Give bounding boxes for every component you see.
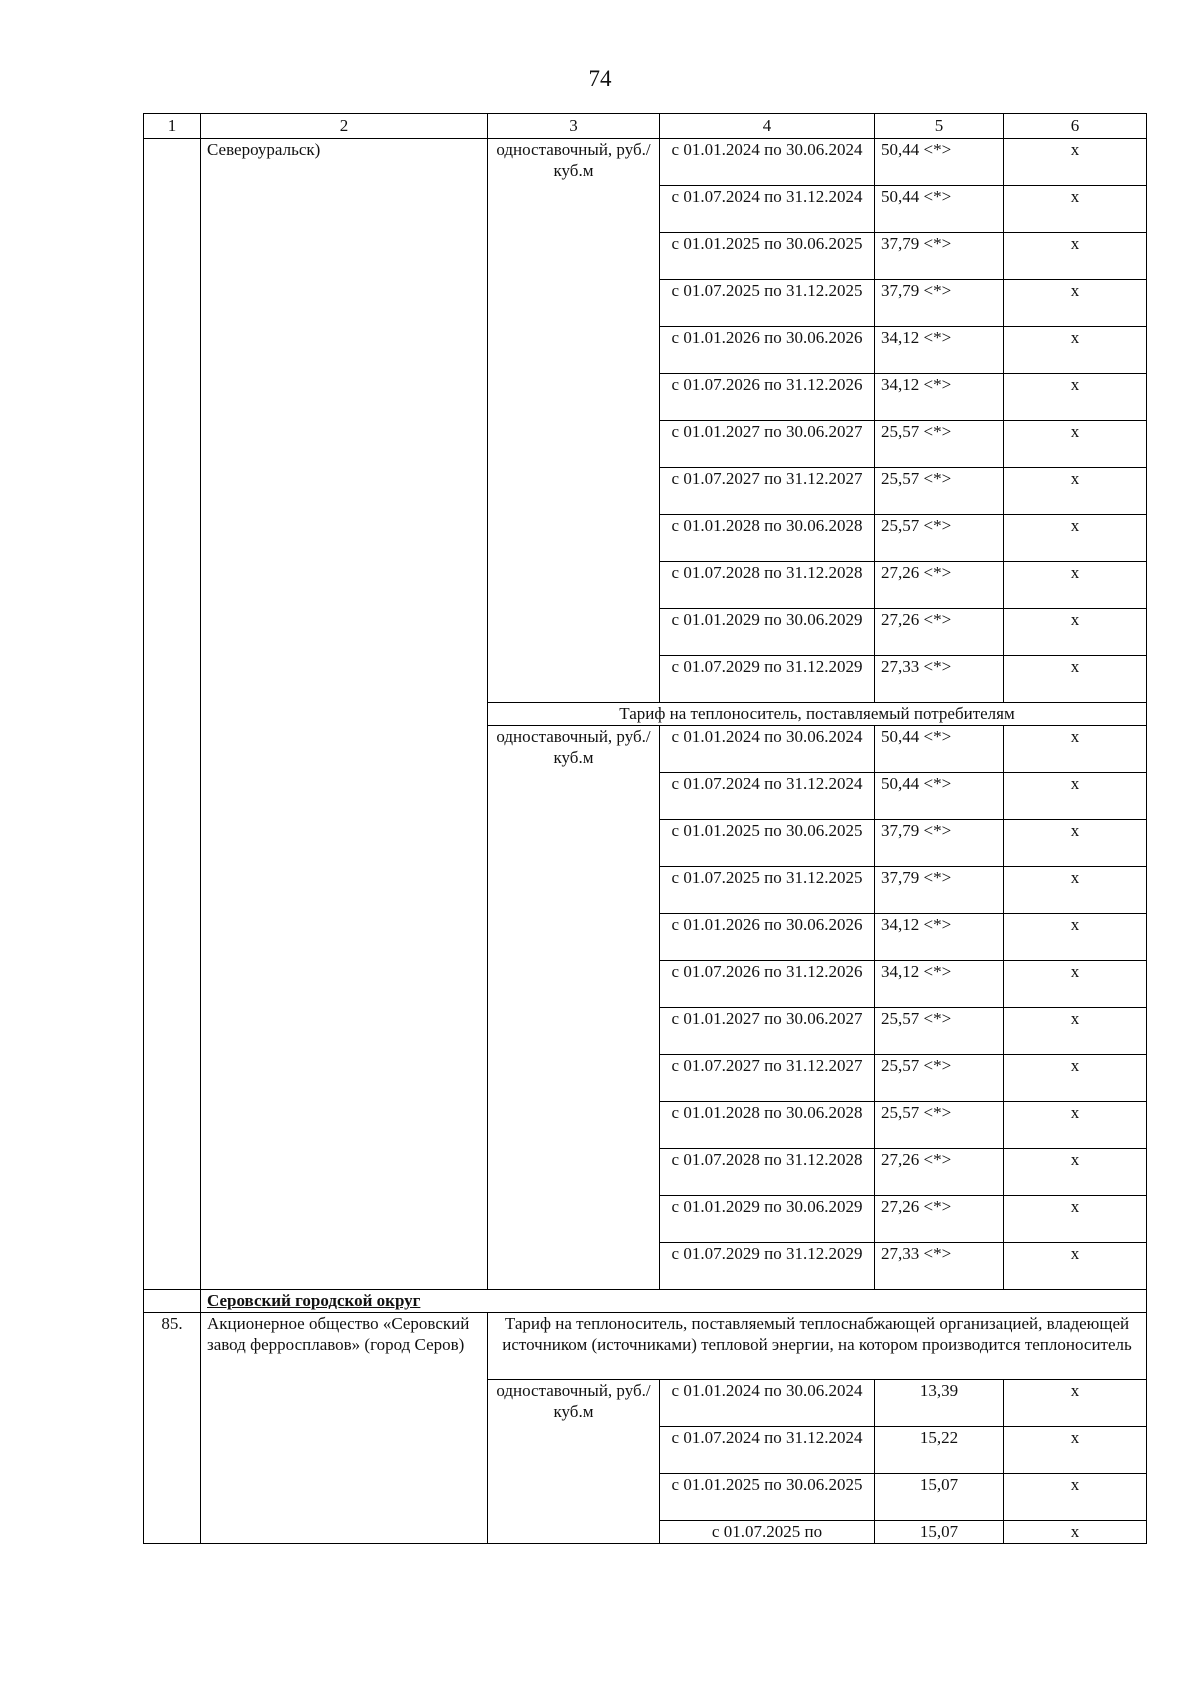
period-cell: с 01.07.2028 по 31.12.2028 (660, 1149, 875, 1196)
section-cell (201, 1290, 1147, 1313)
period-cell: с 01.01.2024 по 30.06.2024 (660, 726, 875, 773)
vat-mark-cell: х (1004, 186, 1147, 233)
tariff-value-cell: 27,26 <*> (875, 1149, 1004, 1196)
rate-type-cell: одноставочный, руб./куб.м (488, 139, 660, 703)
tariff-value-cell: 25,57 <*> (875, 1008, 1004, 1055)
vat-mark-cell: х (1004, 1102, 1147, 1149)
column-number: 5 (875, 114, 1004, 139)
vat-mark-cell: х (1004, 1243, 1147, 1290)
vat-mark-cell: х (1004, 820, 1147, 867)
tariff-value-cell: 50,44 <*> (875, 726, 1004, 773)
number-cell (144, 139, 201, 1290)
rate-type-cell: одноставочный, руб./куб.м (488, 726, 660, 1290)
period-cell: с 01.07.2029 по 31.12.2029 (660, 1243, 875, 1290)
tariff-value-cell: 50,44 <*> (875, 139, 1004, 186)
vat-mark-cell: х (1004, 1474, 1147, 1521)
column-number: 4 (660, 114, 875, 139)
vat-mark-cell: х (1004, 914, 1147, 961)
vat-mark-cell: х (1004, 1008, 1147, 1055)
period-cell: с 01.01.2024 по 30.06.2024 (660, 1380, 875, 1427)
period-cell: с 01.07.2024 по 31.12.2024 (660, 1427, 875, 1474)
tariff-value-cell: 50,44 <*> (875, 186, 1004, 233)
vat-mark-cell: х (1004, 961, 1147, 1008)
vat-mark-cell: х (1004, 468, 1147, 515)
column-number: 1 (144, 114, 201, 139)
vat-mark-cell: х (1004, 233, 1147, 280)
vat-mark-cell: х (1004, 609, 1147, 656)
period-cell: с 01.07.2025 по 31.12.2025 (660, 867, 875, 914)
period-cell: с 01.07.2026 по 31.12.2026 (660, 961, 875, 1008)
period-cell: с 01.01.2029 по 30.06.2029 (660, 609, 875, 656)
tariff-value-cell: 27,26 <*> (875, 609, 1004, 656)
period-cell: с 01.01.2024 по 30.06.2024 (660, 139, 875, 186)
rate-type-cell: одноставочный, руб./куб.м (488, 1380, 660, 1544)
vat-mark-cell: х (1004, 1380, 1147, 1427)
tariff-title-row (144, 1313, 1147, 1380)
period-cell: с 01.07.2025 по (660, 1521, 875, 1544)
vat-mark-cell: х (1004, 327, 1147, 374)
vat-mark-cell: х (1004, 139, 1147, 186)
period-cell: с 01.01.2026 по 30.06.2026 (660, 327, 875, 374)
tariff-value-cell: 34,12 <*> (875, 374, 1004, 421)
vat-mark-cell: х (1004, 1055, 1147, 1102)
tariff-title: Тариф на теплоноситель, поставляемый теплоснабжающей организацией, владеющей источником (источниками) тепловой энергии, на котором производится теплоноситель (488, 1313, 1147, 1380)
vat-mark-cell: х (1004, 1521, 1147, 1544)
vat-mark-cell: х (1004, 280, 1147, 327)
vat-mark-cell: х (1004, 1196, 1147, 1243)
column-number: 3 (488, 114, 660, 139)
tariff-value-cell: 27,26 <*> (875, 1196, 1004, 1243)
page-number: 74 (588, 66, 612, 91)
period-cell: с 01.01.2025 по 30.06.2025 (660, 820, 875, 867)
organization-cell: Акционерное общество «Серовский завод ферросплавов» (город Серов) (201, 1313, 488, 1544)
tariff-value-cell: 27,26 <*> (875, 562, 1004, 609)
tariff-value-cell: 37,79 <*> (875, 867, 1004, 914)
tariff-value-cell: 37,79 <*> (875, 820, 1004, 867)
tariff-value-cell: 15,07 (875, 1521, 1004, 1544)
section-title: Серовский городской округ (207, 1291, 421, 1310)
tariff-value-cell: 27,33 <*> (875, 656, 1004, 703)
period-cell: с 01.07.2029 по 31.12.2029 (660, 656, 875, 703)
tariff-value-cell: 50,44 <*> (875, 773, 1004, 820)
vat-mark-cell: х (1004, 1149, 1147, 1196)
tariff-value-cell: 25,57 <*> (875, 1102, 1004, 1149)
period-cell: с 01.01.2028 по 30.06.2028 (660, 1102, 875, 1149)
period-cell: с 01.01.2027 по 30.06.2027 (660, 1008, 875, 1055)
tariff-value-cell: 15,07 (875, 1474, 1004, 1521)
vat-mark-cell: х (1004, 421, 1147, 468)
column-number-row (144, 114, 1147, 139)
period-cell: с 01.01.2026 по 30.06.2026 (660, 914, 875, 961)
vat-mark-cell: х (1004, 374, 1147, 421)
tariff-value-cell: 37,79 <*> (875, 280, 1004, 327)
period-cell: с 01.01.2025 по 30.06.2025 (660, 233, 875, 280)
tariff-value-cell: 25,57 <*> (875, 515, 1004, 562)
tariff-value-cell: 25,57 <*> (875, 468, 1004, 515)
tariff-value-cell: 25,57 <*> (875, 421, 1004, 468)
vat-mark-cell: х (1004, 656, 1147, 703)
tariff-value-cell: 34,12 <*> (875, 914, 1004, 961)
vat-mark-cell: х (1004, 515, 1147, 562)
tariff-table (143, 113, 1147, 1544)
period-cell: с 01.07.2024 по 31.12.2024 (660, 186, 875, 233)
number-cell (144, 1290, 201, 1313)
period-cell: с 01.07.2027 по 31.12.2027 (660, 1055, 875, 1102)
vat-mark-cell: х (1004, 562, 1147, 609)
tariff-value-cell: 34,12 <*> (875, 327, 1004, 374)
tariff-value-cell: 25,57 <*> (875, 1055, 1004, 1102)
tariff-value-cell: 27,33 <*> (875, 1243, 1004, 1290)
period-cell: с 01.01.2028 по 30.06.2028 (660, 515, 875, 562)
column-number: 6 (1004, 114, 1147, 139)
tariff-value-cell: 34,12 <*> (875, 961, 1004, 1008)
vat-mark-cell: х (1004, 1427, 1147, 1474)
period-cell: с 01.07.2025 по 31.12.2025 (660, 280, 875, 327)
period-cell: с 01.01.2025 по 30.06.2025 (660, 1474, 875, 1521)
period-cell: с 01.01.2029 по 30.06.2029 (660, 1196, 875, 1243)
period-cell: с 01.07.2028 по 31.12.2028 (660, 562, 875, 609)
tariff-title: Тариф на теплоноситель, поставляемый потребителям (488, 703, 1147, 726)
tariff-value-cell: 37,79 <*> (875, 233, 1004, 280)
tariff-value-cell: 13,39 (875, 1380, 1004, 1427)
row-number-cell: 85. (144, 1313, 201, 1544)
vat-mark-cell: х (1004, 773, 1147, 820)
section-row (144, 1290, 1147, 1313)
tariff-value-cell: 15,22 (875, 1427, 1004, 1474)
vat-mark-cell: х (1004, 867, 1147, 914)
column-number: 2 (201, 114, 488, 139)
vat-mark-cell: х (1004, 726, 1147, 773)
period-cell: с 01.01.2027 по 30.06.2027 (660, 421, 875, 468)
organization-cell: Североуральск) (201, 139, 488, 1290)
period-cell: с 01.07.2027 по 31.12.2027 (660, 468, 875, 515)
period-cell: с 01.07.2026 по 31.12.2026 (660, 374, 875, 421)
table-row (144, 139, 1147, 186)
period-cell: с 01.07.2024 по 31.12.2024 (660, 773, 875, 820)
